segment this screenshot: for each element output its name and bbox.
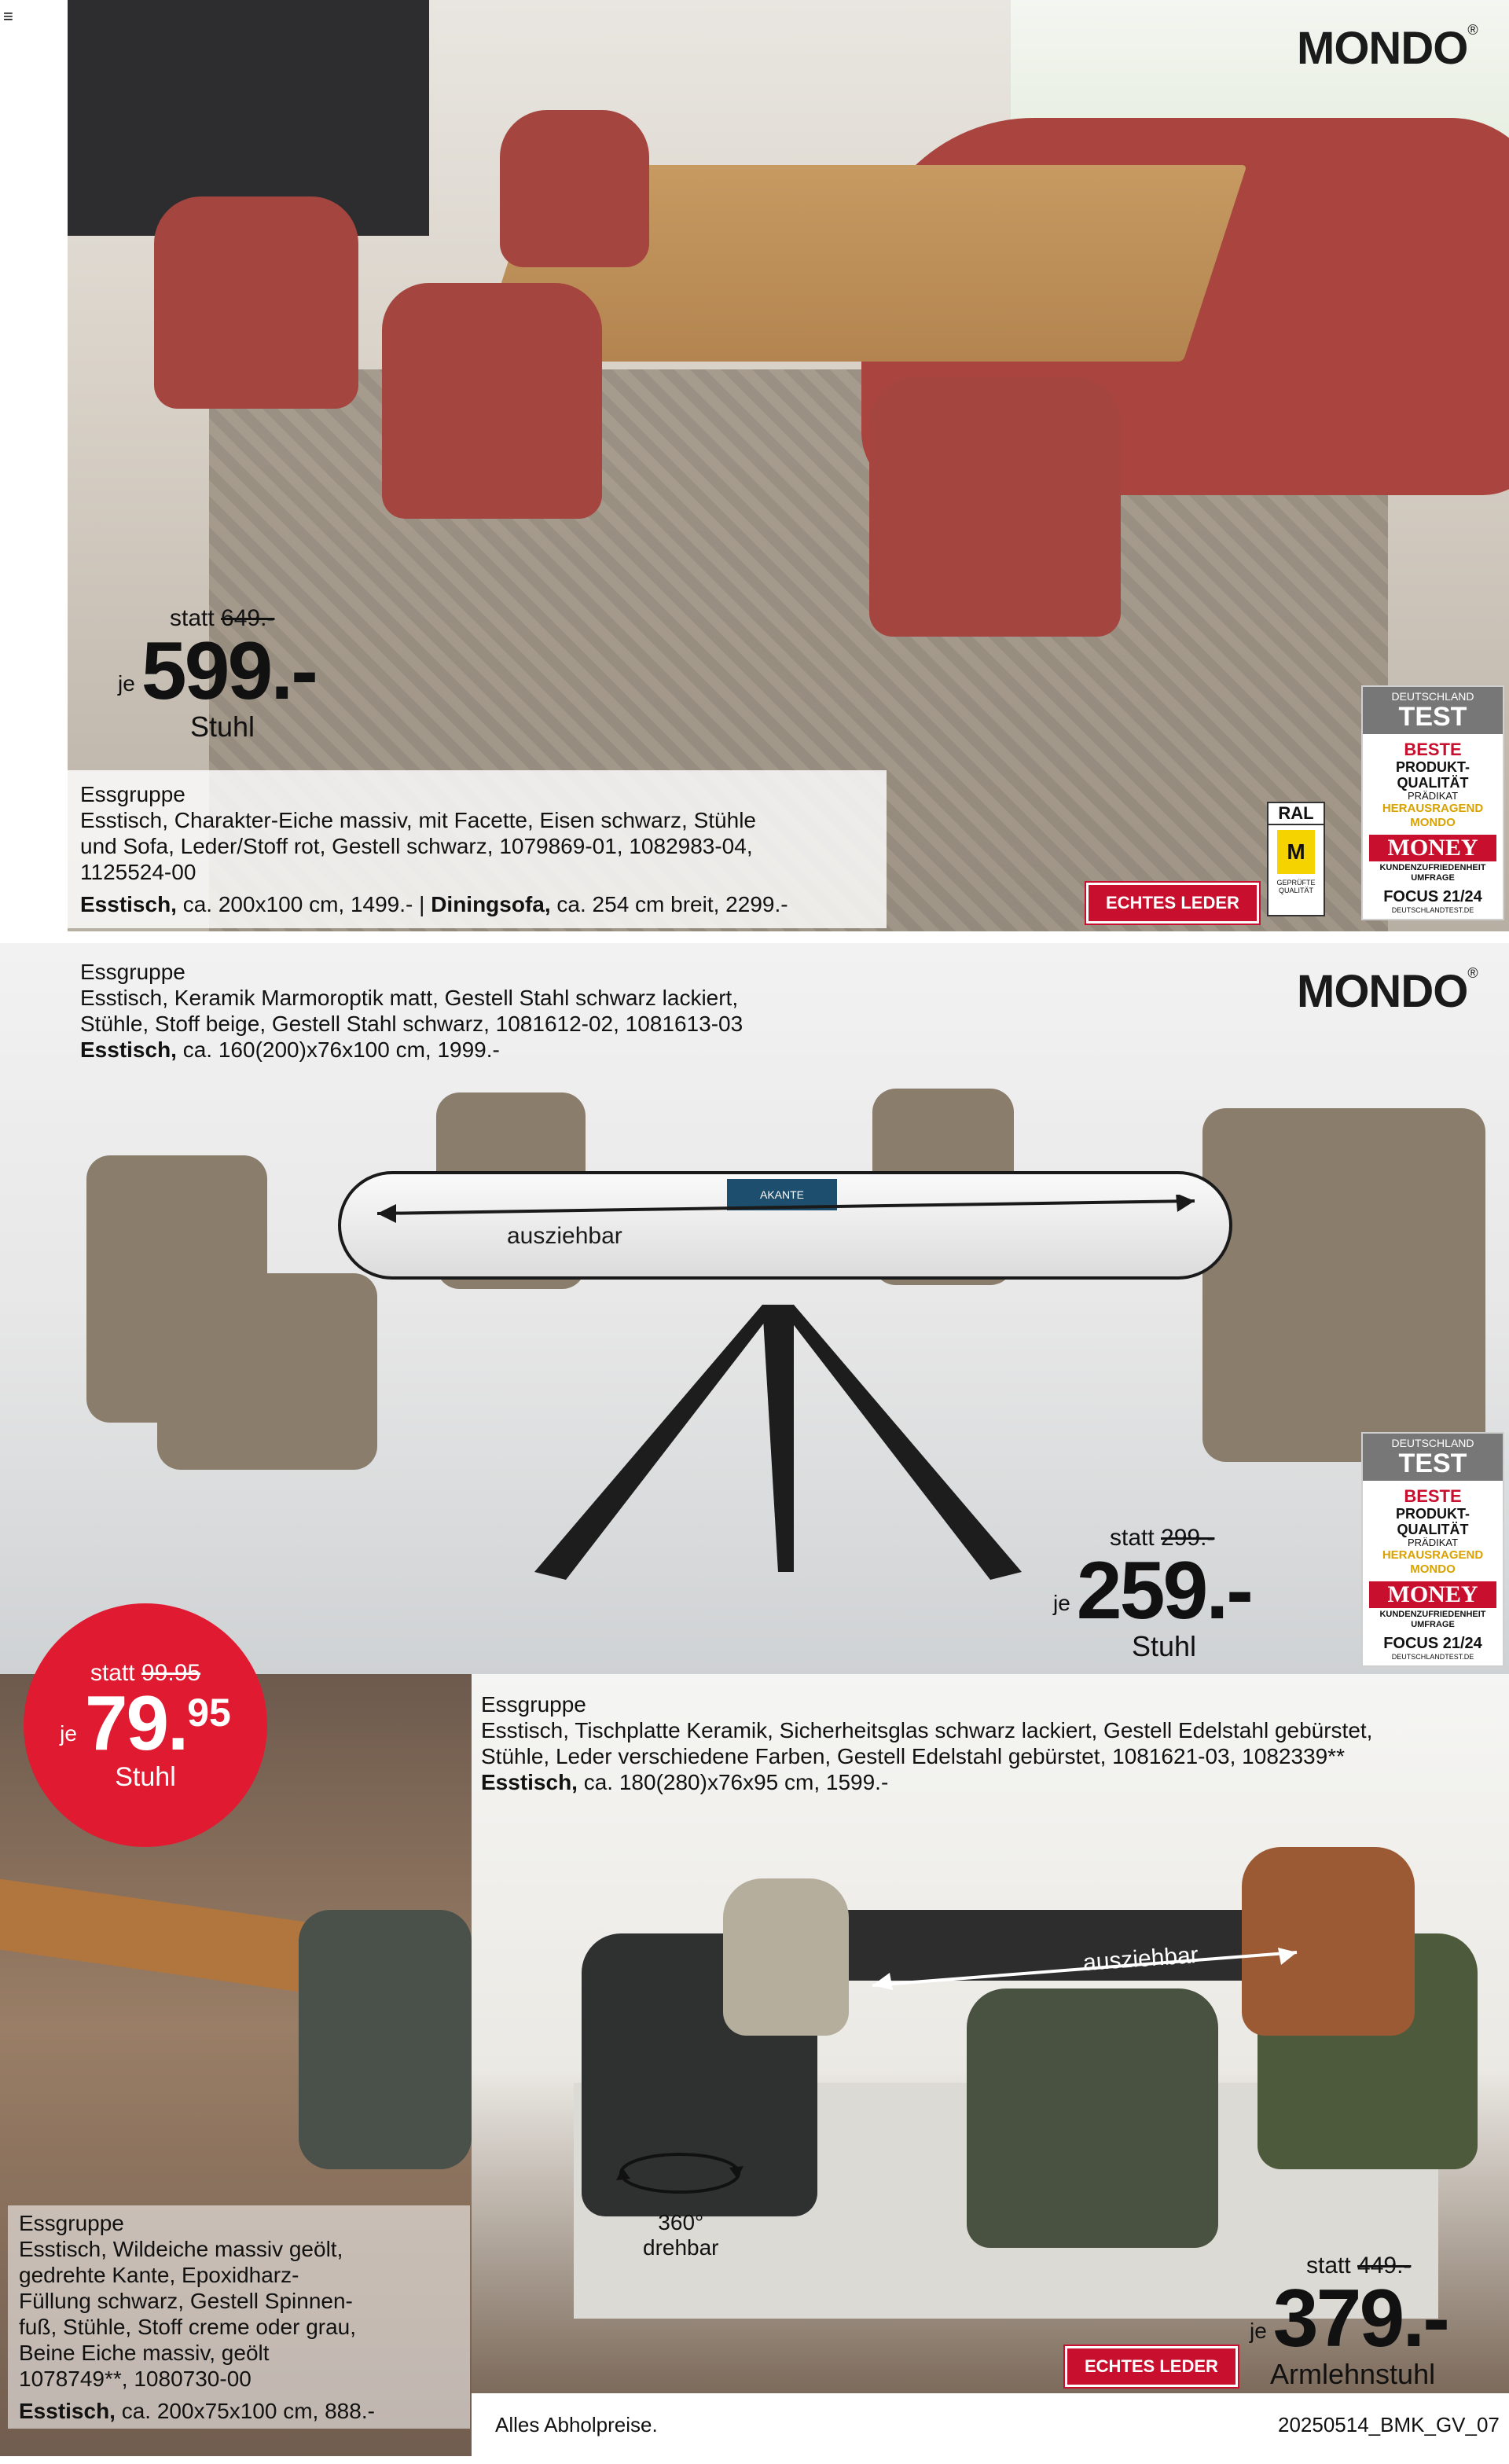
footer-code: 20250514_BMK_GV_07 [1278,2413,1500,2436]
product-info-2: Essgruppe Esstisch, Keramik Marmoroptik matt, Gestell Stahl schwarz lackiert, Stühle, Stoff beige, Gestell Stahl schwarz, 1081612-02, 1081613-03 Esstisch, ca. 160(200)x76x100 cm, 1999.- [80,960,743,1062]
echtes-leder-badge-1: ECHTES LEDER [1086,883,1259,924]
ral-quality-seal: RAL M GEPRÜFTE QUALITÄT [1267,802,1325,916]
book: AKANTE [727,1179,837,1210]
rotate-360-icon [613,2146,747,2201]
product-info-3: Essgruppe Esstisch, Wildeiche massiv geölt, gedrehte Kante, Epoxidharz- Füllung schwarz, Gestell Spinnen- fuß, Stühle, Stoff creme oder grau, Beine Eiche massiv, geölt 1078749**, 1080730-00 Esstisch, ca. 200x75x100 cm, 888.- [8,2205,470,2429]
price-block-stuhl-2: statt 299.- je 259.- Stuhl [1053,1525,1251,1662]
product-info-4: Essgruppe Esstisch, Tischplatte Keramik, Sicherheitsglas schwarz lackiert, Gestell Edelstahl gebürstet, Stühle, Leder verschiedene Farben, Gestell Edelstahl gebürstet, 1081621-03, 1082339** Esstisch, ca. 180(280)x76x95 cm, 1599.- [481,1692,1373,1794]
price-block-armlehnstuhl: statt 449.- je 379.- Armlehnstuhl [1250,2253,1448,2390]
deutschland-test-badge-2: DEUTSCHLAND TEST BESTE PRODUKT- QUALITÄT PRÄDIKAT HERAUSRAGEND MONDO MONEY KUNDENZUFRIEDENHEIT UMFRAGE FOCUS 21/24 DEUTSCHLANDTEST.DE [1361,1432,1504,1667]
product-info-1: Essgruppe Esstisch, Charakter-Eiche massiv, mit Facette, Eisen schwarz, Stühle und Sofa, Leder/Stoff rot, Gestell schwarz, 1079869-01, 1082983-04, 1125524-00 Esstisch, ca. 200x100 cm, 1499.- | Diningsofa, ca. 254 cm breit, 2299.- [68,770,887,928]
corner-mark: ≡ [3,6,13,26]
footer-note: Alles Abholpreise. [495,2413,658,2436]
mondo-logo-2: MONDO® [1297,965,1478,1017]
extend-arrow-2 [369,1195,1202,1250]
price-block-stuhl-1: statt 649.- je 599.- Stuhl [118,605,316,743]
ausziehbar-label-2: ausziehbar [507,1223,622,1249]
rotate-label: 360° drehbar [643,2210,719,2260]
ausziehbar-label-4: ausziehbar [1081,1941,1199,1977]
echtes-leder-badge-2: ECHTES LEDER [1065,2346,1238,2387]
price-circle-stuhl-3: statt 99.95 je 79. 95 Stuhl [24,1603,267,1847]
deutschland-test-badge-1: DEUTSCHLAND TEST BESTE PRODUKT- QUALITÄT PRÄDIKAT HERAUSRAGEND MONDO MONEY KUNDENZUFRIEDENHEIT UMFRAGE FOCUS 21/24 DEUTSCHLANDTEST.DE [1361,685,1504,920]
mondo-logo: MONDO® [1297,22,1478,74]
price-value: 599.- [141,626,316,717]
